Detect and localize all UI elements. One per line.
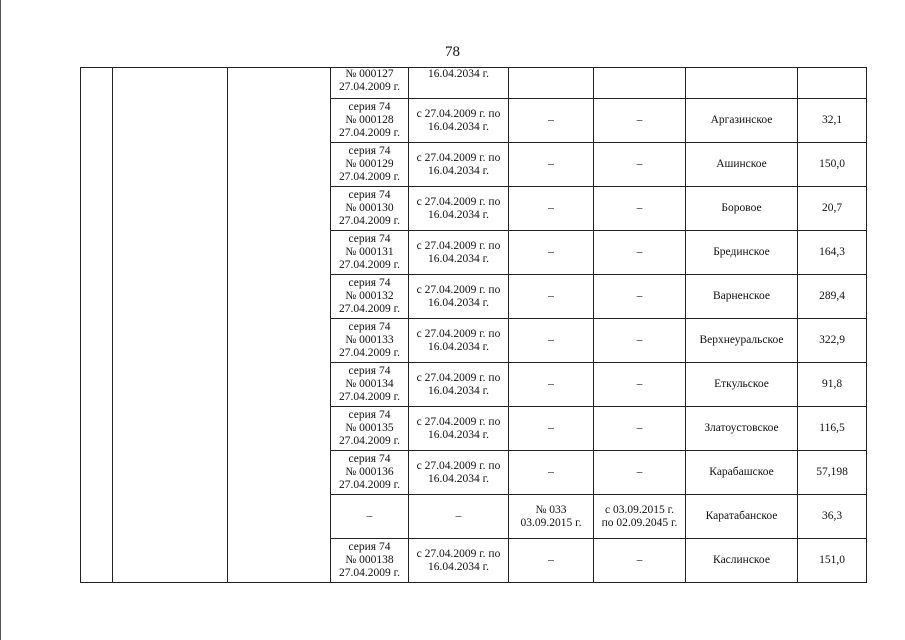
cell-line: № 000127 (345, 68, 394, 80)
empty-cell (594, 68, 686, 99)
license-term-cell (594, 231, 686, 275)
cell-line: 27.04.2009 г. (339, 567, 400, 579)
cell-text: 91,8 (821, 378, 843, 390)
cell-text: – (548, 334, 554, 346)
cell-text: – (548, 246, 554, 258)
certificate-cell (331, 68, 409, 99)
cell-line: 27.04.2009 г. (339, 347, 400, 359)
municipality-name-cell (686, 495, 798, 539)
license-number-cell (509, 407, 594, 451)
license-table (80, 67, 867, 583)
cell-text: – (548, 114, 554, 126)
cell-text: – (548, 466, 554, 478)
certificate-cell (331, 275, 409, 319)
cell-text: Ашинское (716, 158, 767, 170)
term-cell (409, 363, 509, 407)
cell-line: № 000132 (345, 290, 394, 302)
cell-line: серия 74 (348, 365, 391, 377)
cell-line: 27.04.2009 г. (339, 215, 400, 227)
cell-text: 289,4 (819, 290, 845, 302)
license-number-cell (509, 275, 594, 319)
cell-line: № 000133 (345, 334, 394, 346)
page-number: 78 (445, 44, 460, 60)
cell-text: 57,198 (816, 466, 848, 478)
certificate-cell (331, 231, 409, 275)
term-cell (409, 275, 509, 319)
license-number-cell (509, 495, 594, 539)
license-term-cell (594, 143, 686, 187)
value-cell (798, 407, 867, 451)
cell-text: Верхнеуральское (699, 334, 784, 346)
cell-line: 16.04.2034 г. (428, 384, 489, 397)
cell-text: 36,3 (821, 510, 843, 522)
certificate-cell (331, 187, 409, 231)
municipality-name-cell (686, 187, 798, 231)
cell-line: серия 74 (348, 189, 391, 201)
cell-line: с 27.04.2009 г. по (416, 327, 501, 340)
license-number-cell (509, 539, 594, 583)
table-row (81, 68, 867, 99)
license-term-cell (594, 539, 686, 583)
cell-text: Брединское (713, 246, 770, 258)
cell-line: серия 74 (348, 277, 391, 289)
license-number-cell (509, 143, 594, 187)
cell-line: № 000131 (345, 246, 394, 258)
cell-text: Боровое (721, 202, 762, 214)
cell-text: 322,9 (819, 334, 845, 346)
cell-text: – (548, 290, 554, 302)
cell-line: серия 74 (348, 233, 391, 245)
cell-text: – (548, 378, 554, 390)
empty-cell (509, 68, 594, 99)
cell-text: Варненское (712, 290, 771, 302)
value-cell (798, 319, 867, 363)
cell-text: – (636, 158, 643, 170)
cell-text: № 033 03.09.2015 г. (520, 503, 582, 529)
municipality-name-cell (686, 143, 798, 187)
merged-column-3 (228, 68, 331, 583)
term-cell (409, 319, 509, 363)
cell-text: 20,7 (821, 202, 843, 214)
municipality-name-cell (686, 275, 798, 319)
cell-line: № 000136 (345, 466, 394, 478)
municipality-name-cell (686, 407, 798, 451)
value-cell (798, 231, 867, 275)
certificate-cell (331, 319, 409, 363)
cell-line: 27.04.2009 г. (339, 259, 400, 271)
value-cell (798, 451, 867, 495)
license-term-cell (594, 319, 686, 363)
license-number-cell (509, 231, 594, 275)
value-cell (798, 495, 867, 539)
cell-line: – (366, 510, 373, 522)
cell-text: с 03.09.2015 г. по 02.09.2045 г. (601, 503, 678, 529)
value-cell (798, 275, 867, 319)
license-term-cell (594, 187, 686, 231)
license-term-cell (594, 275, 686, 319)
license-number-cell (509, 451, 594, 495)
cell-line: с 27.04.2009 г. по (416, 371, 501, 384)
license-term-cell (594, 363, 686, 407)
value-cell (798, 363, 867, 407)
value-cell (798, 143, 867, 187)
cell-line: № 000128 (345, 114, 394, 126)
cell-line: 27.04.2009 г. (339, 127, 400, 139)
certificate-cell (331, 407, 409, 451)
certificate-cell (331, 143, 409, 187)
cell-text: – (548, 158, 554, 170)
certificate-cell (331, 539, 409, 583)
cell-text: – (548, 422, 554, 434)
cell-line: № 000138 (345, 554, 394, 566)
cell-line: серия 74 (348, 101, 391, 113)
empty-cell (686, 68, 798, 99)
cell-line: с 27.04.2009 г. по (416, 459, 501, 472)
cell-text: – (636, 202, 643, 214)
cell-line: серия 74 (348, 541, 391, 553)
certificate-cell (331, 99, 409, 143)
certificate-cell (331, 495, 409, 539)
cell-text: Аргазинское (710, 114, 773, 126)
cell-text: 164,3 (819, 246, 845, 258)
merged-column-1 (81, 68, 113, 583)
certificate-cell (331, 363, 409, 407)
license-term-cell (594, 495, 686, 539)
cell-line: 16.04.2034 г. (428, 472, 489, 485)
cell-line: с 27.04.2009 г. по (416, 151, 501, 164)
cell-text: – (636, 334, 643, 346)
cell-line: № 000135 (345, 422, 394, 434)
license-number-cell (509, 363, 594, 407)
value-cell (798, 187, 867, 231)
cell-line: 16.04.2034 г. (428, 164, 489, 177)
municipality-name-cell (686, 539, 798, 583)
license-term-cell (594, 451, 686, 495)
cell-text: Еткульское (714, 378, 769, 390)
cell-line: серия 74 (348, 321, 391, 333)
cell-line: 16.04.2034 г. (428, 68, 489, 80)
municipality-name-cell (686, 231, 798, 275)
license-number-cell (509, 99, 594, 143)
certificate-cell (331, 451, 409, 495)
cell-text: – (548, 554, 554, 566)
municipality-name-cell (686, 99, 798, 143)
term-cell (409, 187, 509, 231)
cell-line: с 27.04.2009 г. по (416, 415, 501, 428)
cell-text: – (636, 114, 643, 126)
license-term-cell (594, 407, 686, 451)
cell-line: 16.04.2034 г. (428, 120, 489, 133)
cell-text: – (548, 202, 554, 214)
municipality-name-cell (686, 319, 798, 363)
cell-text: Карабашское (709, 466, 774, 478)
cell-line: с 27.04.2009 г. по (416, 195, 501, 208)
cell-line: 27.04.2009 г. (339, 81, 400, 93)
license-term-cell (594, 99, 686, 143)
cell-line: 16.04.2034 г. (428, 340, 489, 353)
term-cell (409, 495, 509, 539)
cell-line: 27.04.2009 г. (339, 303, 400, 315)
cell-text: – (636, 466, 643, 478)
municipality-name-cell (686, 451, 798, 495)
cell-line: № 000134 (345, 378, 394, 390)
cell-text: – (636, 246, 643, 258)
cell-text: – (636, 378, 643, 390)
cell-line: 27.04.2009 г. (339, 435, 400, 447)
cell-line: серия 74 (348, 409, 391, 421)
term-cell (409, 539, 509, 583)
term-cell (409, 68, 509, 99)
cell-text: 116,5 (819, 422, 845, 434)
license-number-cell (509, 319, 594, 363)
term-cell (409, 99, 509, 143)
cell-line: № 000129 (345, 158, 394, 170)
cell-line: 27.04.2009 г. (339, 479, 400, 491)
merged-column-2 (113, 68, 228, 583)
cell-line: 16.04.2034 г. (428, 208, 489, 221)
cell-text: Каслинское (713, 554, 770, 566)
cell-text: – (636, 290, 643, 302)
cell-line: 16.04.2034 г. (428, 560, 489, 573)
cell-line: с 27.04.2009 г. по (416, 107, 501, 120)
cell-text: 32,1 (821, 114, 843, 126)
cell-text: 150,0 (819, 158, 845, 170)
cell-text: Златоустовское (704, 422, 779, 434)
page-left-edge (0, 0, 1, 640)
cell-line: 16.04.2034 г. (428, 428, 489, 441)
cell-text: – (636, 422, 643, 434)
cell-text: – (636, 554, 643, 566)
term-cell (409, 231, 509, 275)
term-cell (409, 407, 509, 451)
cell-line: – (455, 510, 462, 522)
cell-line: 16.04.2034 г. (428, 252, 489, 265)
license-number-cell (509, 187, 594, 231)
cell-text: 151,0 (819, 554, 845, 566)
cell-line: 27.04.2009 г. (339, 391, 400, 403)
value-cell (798, 539, 867, 583)
cell-line: с 27.04.2009 г. по (416, 547, 501, 560)
cell-text: Каратабанское (705, 510, 778, 522)
term-cell (409, 451, 509, 495)
municipality-name-cell (686, 363, 798, 407)
cell-line: серия 74 (348, 145, 391, 157)
cell-line: № 000130 (345, 202, 394, 214)
cell-line: 27.04.2009 г. (339, 171, 400, 183)
cell-line: с 27.04.2009 г. по (416, 239, 501, 252)
table-body (81, 68, 867, 583)
cell-line: серия 74 (348, 453, 391, 465)
empty-cell (798, 68, 867, 99)
cell-line: с 27.04.2009 г. по (416, 283, 501, 296)
cell-line: 16.04.2034 г. (428, 296, 489, 309)
value-cell (798, 99, 867, 143)
term-cell (409, 143, 509, 187)
